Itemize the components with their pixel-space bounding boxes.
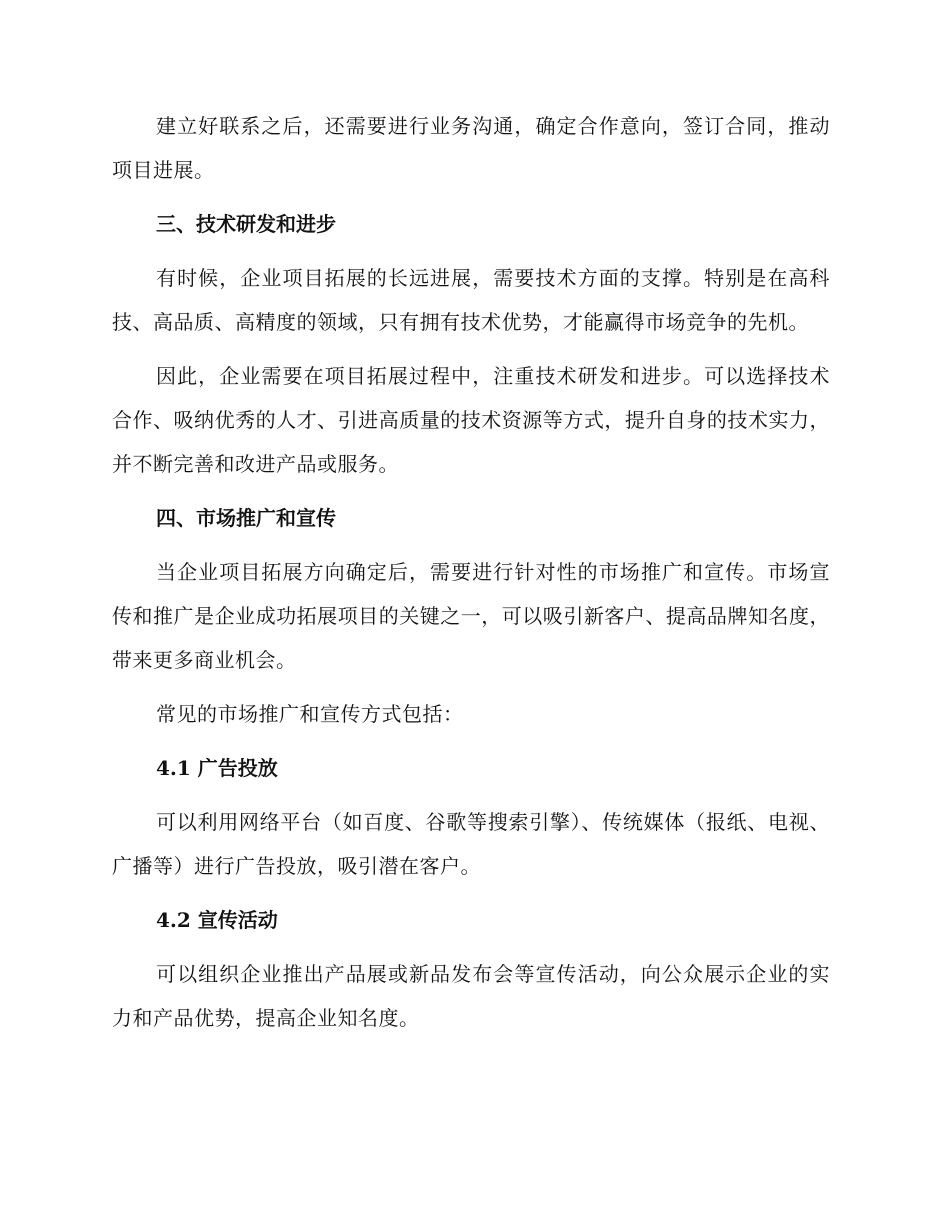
subheading-advertising: 4.1 广告投放 [156,756,278,780]
subheading-promotion-events: 4.2 宣传活动 [156,908,278,932]
section-heading-marketing: 四、市场推广和宣传 [156,506,336,530]
paragraph-marketing-methods: 常见的市场推广和宣传方式包括： [156,702,464,726]
paragraph-marketing: 当企业项目拓展方向确定后，需要进行针对性的市场推广和宣传。市场宣传和推广是企业成功拓展项目的关键之一，可以吸引新客户、提高品牌知名度，带来更多商业机会。 [112,560,830,672]
document-page [112,104,830,1040]
paragraph-tech-support: 有时候，企业项目拓展的长远进展，需要技术方面的支撑。特别是在高科技、高品质、高精度的领域，只有拥有技术优势，才能赢得市场竞争的先机。 [112,266,830,334]
section-heading-tech: 三、技术研发和进步 [156,212,336,236]
paragraph-contract: 建立好联系之后，还需要进行业务沟通，确定合作意向，签订合同，推动项目进展。 [112,114,830,182]
paragraph-promotion-events: 可以组织企业推出产品展或新品发布会等宣传活动，向公众展示企业的实力和产品优势，提高企业知名度。 [112,962,830,1030]
paragraph-advertising: 可以利用网络平台（如百度、谷歌等搜索引擎）、传统媒体（报纸、电视、广播等）进行广告投放，吸引潜在客户。 [112,810,830,878]
paragraph-tech-rd: 因此，企业需要在项目拓展过程中，注重技术研发和进步。可以选择技术合作、吸纳优秀的人才、引进高质量的技术资源等方式，提升自身的技术实力，并不断完善和改进产品或服务。 [112,364,830,476]
